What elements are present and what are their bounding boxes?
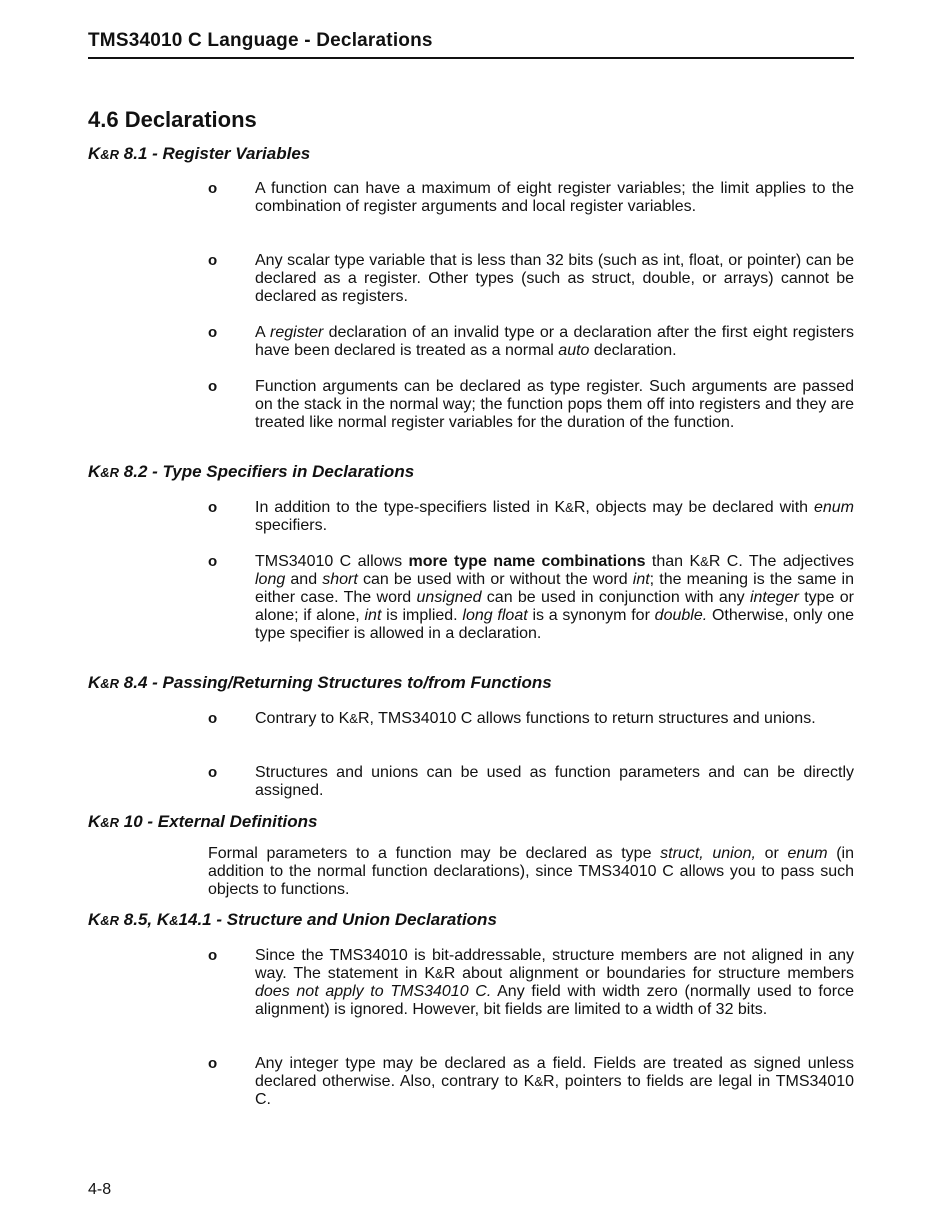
bullet: o [208,499,218,516]
type-combinations-item: TMS34010 C allows more type name combinations than K&R C. The adjectives long and short can be used with or without the word int; the meaning is the same in either case. The word unsigned can be used in conjunction with any integer type or alone; if alone, int is implied. long float is a synonym for double. Otherwise, only one type specifier is allowed in a declaration. [255,553,855,642]
bullet: o [208,947,218,964]
bullet: o [208,378,218,395]
bullet: o [208,324,218,341]
subsection-8-2-title: K&R 8.2 - Type Specifiers in Declarations [88,462,415,481]
bullet: o [208,764,218,781]
enum-specifier-item: In addition to the type-specifiers listed in K&R, objects may be declared with enum specifiers. [255,499,855,534]
scalar-register-item: Any scalar type variable that is less than 32 bits (such as int, float, or pointer) can be declared as a register. Other types (such as struct, double, or arrays) cannot be declared as registers. [255,252,854,305]
return-structures-item: Contrary to K&R, TMS34010 C allows functions to return structures and unions. [255,710,816,727]
structure-parameters-item: Structures and unions can be used as function parameters and can be directly assigned. [255,764,854,799]
subsection-10-title: K&R 10 - External Definitions [88,812,318,831]
bullet: o [208,180,218,197]
bullet: o [208,553,218,570]
subsection-8-4-title: K&R 8.4 - Passing/Returning Structures to/from Functions [88,673,552,692]
bullet: o [208,252,218,269]
bullet: o [208,710,218,727]
subsection-8-1-title: K&R 8.1 - Register Variables [88,144,311,163]
section-title: 4.6 Declarations [88,107,257,132]
page-number: 4-8 [88,1181,112,1198]
bit-addressable-item: Since the TMS34010 is bit-addressable, structure members are not aligned in any way. The statement in K&R about alignment or boundaries for structure members does not apply to TMS34010 C. Any field with width zero (normally used to force alignment) is ignored. However, bit fields are limited to a width of 32 bits. [255,947,855,1018]
invalid-register-item: A register declaration of an invalid type or a declaration after the first eight registers have been declared is treated as a normal auto declaration. [255,324,855,359]
running-header: TMS34010 C Language - Declarations [88,30,433,51]
external-definitions-paragraph: Formal parameters to a function may be declared as type struct, union, or enum (in addition to the normal function declarations), since TMS34010 C allows you to pass such objects to functions. [208,845,855,898]
subsection-8-5-title: K&R 8.5, K&14.1 - Structure and Union Declarations [88,910,497,929]
bullet: o [208,1055,218,1072]
function-arguments-item: Function arguments can be declared as type register. Such arguments are passed on the stack in the normal way; the function pops them off into registers and they are treated like normal register variables for the duration of the function. [255,378,854,431]
integer-field-item: Any integer type may be declared as a field. Fields are treated as signed unless declared otherwise. Also, contrary to K&R, pointers to fields are legal in TMS34010 C. [255,1055,854,1108]
header-rule [88,57,854,59]
register-limit-item: A function can have a maximum of eight register variables; the limit applies to the combination of register arguments and local register variables. [255,180,854,215]
